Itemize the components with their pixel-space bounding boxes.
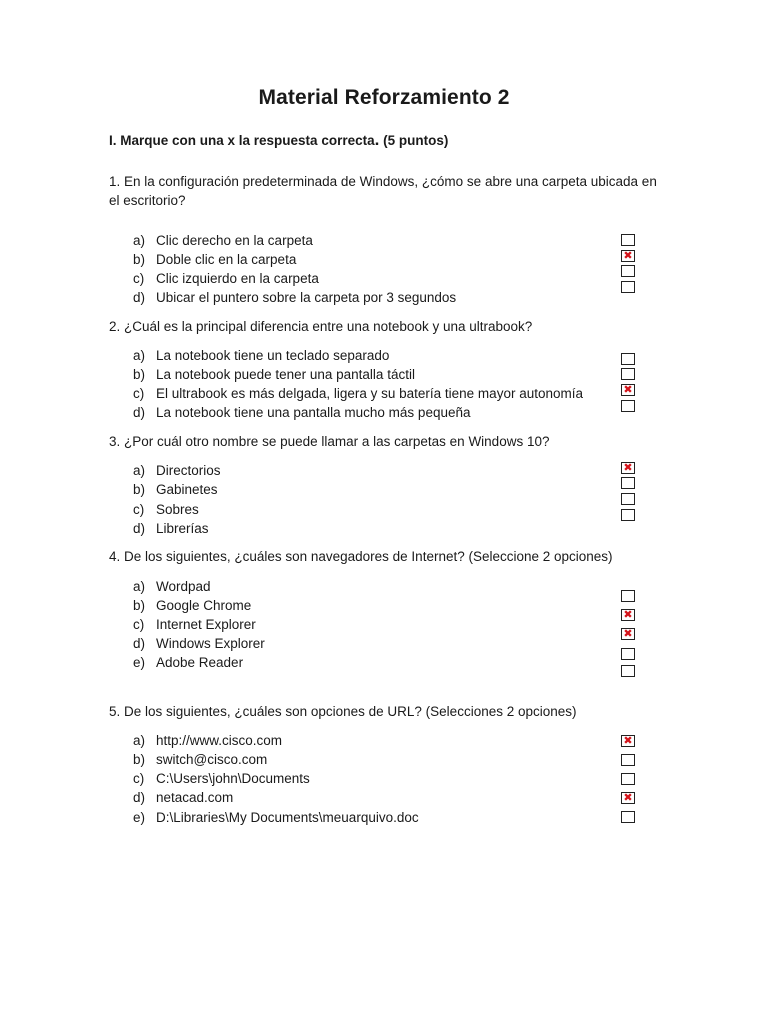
option-text: Ubicar el puntero sobre la carpeta por 3 segundos [156, 290, 457, 305]
red-x-mark-icon: ✖ [623, 608, 633, 621]
option-text: http://www.cisco.com [156, 733, 283, 748]
option-letter: e) [133, 655, 146, 670]
question-2-checkbox-c[interactable] [621, 384, 635, 396]
option-text: Wordpad [156, 579, 211, 594]
question-1-text: 1. En la configuración predeterminada de Windows, ¿cómo se abre una carpeta ubicada en el escritorio? [109, 174, 657, 208]
question-4-checkbox-c[interactable] [621, 628, 635, 640]
option-text: C:\Users\john\Documents [156, 771, 310, 786]
question-3-option-a [133, 461, 221, 480]
option-text: Doble clic en la carpeta [156, 252, 297, 267]
question-2-option-c [133, 384, 583, 403]
question-4-text: 4. De los siguientes, ¿cuáles son navegadores de Internet? (Seleccione 2 opciones) [109, 549, 613, 564]
question-2-checkbox-a[interactable] [621, 353, 635, 365]
option-text: Clic izquierdo en la carpeta [156, 271, 319, 286]
red-x-mark-icon: ✖ [623, 734, 633, 747]
question-3-text: 3. ¿Por cuál otro nombre se puede llamar a las carpetas en Windows 10? [109, 434, 550, 449]
option-text: switch@cisco.com [156, 752, 268, 767]
question-4-checkbox-a[interactable] [621, 590, 635, 602]
question-5-text: 5. De los siguientes, ¿cuáles son opciones de URL? (Selecciones 2 opciones) [109, 704, 577, 719]
question-4-option-d [133, 634, 265, 653]
question-2-text: 2. ¿Cuál es la principal diferencia entre una notebook y una ultrabook? [109, 319, 533, 334]
question-1-checkbox-a[interactable] [621, 234, 635, 246]
question-3-option-b [133, 480, 218, 499]
option-text: El ultrabook es más delgada, ligera y su batería tiene mayor autonomía [156, 386, 583, 401]
option-text: Clic derecho en la carpeta [156, 233, 313, 248]
option-letter: c) [133, 502, 145, 517]
red-x-mark-icon: ✖ [623, 383, 633, 396]
question-3-option-d [133, 519, 209, 538]
red-x-mark-icon: ✖ [623, 461, 633, 474]
question-5-checkbox-e[interactable] [621, 811, 635, 823]
option-letter: c) [133, 771, 145, 786]
red-x-mark-icon: ✖ [623, 627, 633, 640]
question-4-option-e [133, 653, 243, 672]
red-x-mark-icon: ✖ [623, 249, 633, 262]
option-letter: d) [133, 405, 146, 420]
question-5-option-e [133, 808, 419, 827]
option-letter: d) [133, 636, 146, 651]
option-letter: c) [133, 617, 145, 632]
option-text: La notebook puede tener una pantalla táctil [156, 367, 415, 382]
option-letter: b) [133, 598, 146, 613]
option-letter: e) [133, 810, 146, 825]
question-3-checkbox-b[interactable] [621, 477, 635, 489]
option-text: D:\Libraries\My Documents\meuarquivo.doc [156, 810, 419, 825]
question-1-checkbox-c[interactable] [621, 265, 635, 277]
option-letter: a) [133, 733, 146, 748]
option-letter: b) [133, 752, 146, 767]
option-letter: c) [133, 271, 145, 286]
option-letter: b) [133, 252, 146, 267]
question-1-option-b [133, 250, 296, 269]
question-1-checkbox-d[interactable] [621, 281, 635, 293]
question-1-checkbox-b[interactable] [621, 250, 635, 262]
option-text: La notebook tiene una pantalla mucho más pequeña [156, 405, 471, 420]
option-letter: d) [133, 521, 146, 536]
option-letter: a) [133, 463, 146, 478]
option-letter: a) [133, 579, 146, 594]
question-5-option-b [133, 750, 267, 769]
question-4-checkbox-d[interactable] [621, 648, 635, 660]
question-5-option-c [133, 769, 310, 788]
option-letter: d) [133, 790, 146, 805]
question-5-checkbox-d[interactable] [621, 792, 635, 804]
option-letter: c) [133, 386, 145, 401]
option-text: Internet Explorer [156, 617, 256, 632]
option-letter: a) [133, 348, 146, 363]
instruction [109, 130, 448, 150]
option-text: Directorios [156, 463, 221, 478]
question-5-option-d [133, 788, 233, 807]
question-5-option-a [133, 731, 282, 750]
option-text: Sobres [156, 502, 199, 517]
option-letter: b) [133, 482, 146, 497]
option-letter: b) [133, 367, 146, 382]
question-3-checkbox-a[interactable] [621, 462, 635, 474]
question-2-checkbox-b[interactable] [621, 368, 635, 380]
question-2-option-d [133, 403, 471, 422]
option-text: Google Chrome [156, 598, 252, 613]
instruction-dot: . [374, 130, 380, 149]
question-4-checkbox-b[interactable] [621, 609, 635, 621]
question-5-checkbox-c[interactable] [621, 773, 635, 785]
question-5-checkbox-a[interactable] [621, 735, 635, 747]
option-text: Librerías [156, 521, 209, 536]
red-x-mark-icon: ✖ [623, 791, 633, 804]
question-1-option-c [133, 269, 319, 288]
question-1-option-a [133, 231, 313, 250]
option-letter: a) [133, 233, 146, 248]
option-text: La notebook tiene un teclado separado [156, 348, 390, 363]
question-3-option-c [133, 500, 199, 519]
instruction-points: (5 puntos) [383, 133, 449, 148]
option-text: Adobe Reader [156, 655, 244, 670]
question-3-checkbox-d[interactable] [621, 509, 635, 521]
question-4-option-c [133, 615, 256, 634]
question-4-checkbox-e[interactable] [621, 665, 635, 677]
instruction-text: I. Marque con una x la respuesta correcta [109, 133, 375, 148]
document-title: Material Reforzamiento 2 [258, 86, 510, 109]
question-4-option-a [133, 577, 211, 596]
option-text: Gabinetes [156, 482, 218, 497]
question-2-option-b [133, 365, 415, 384]
question-2-checkbox-d[interactable] [621, 400, 635, 412]
option-text: Windows Explorer [156, 636, 265, 651]
option-text: netacad.com [156, 790, 234, 805]
question-5-checkbox-b[interactable] [621, 754, 635, 766]
question-4-option-b [133, 596, 251, 615]
question-1-option-d [133, 288, 456, 307]
question-2-option-a [133, 346, 389, 365]
question-3-checkbox-c[interactable] [621, 493, 635, 505]
option-letter: d) [133, 290, 146, 305]
